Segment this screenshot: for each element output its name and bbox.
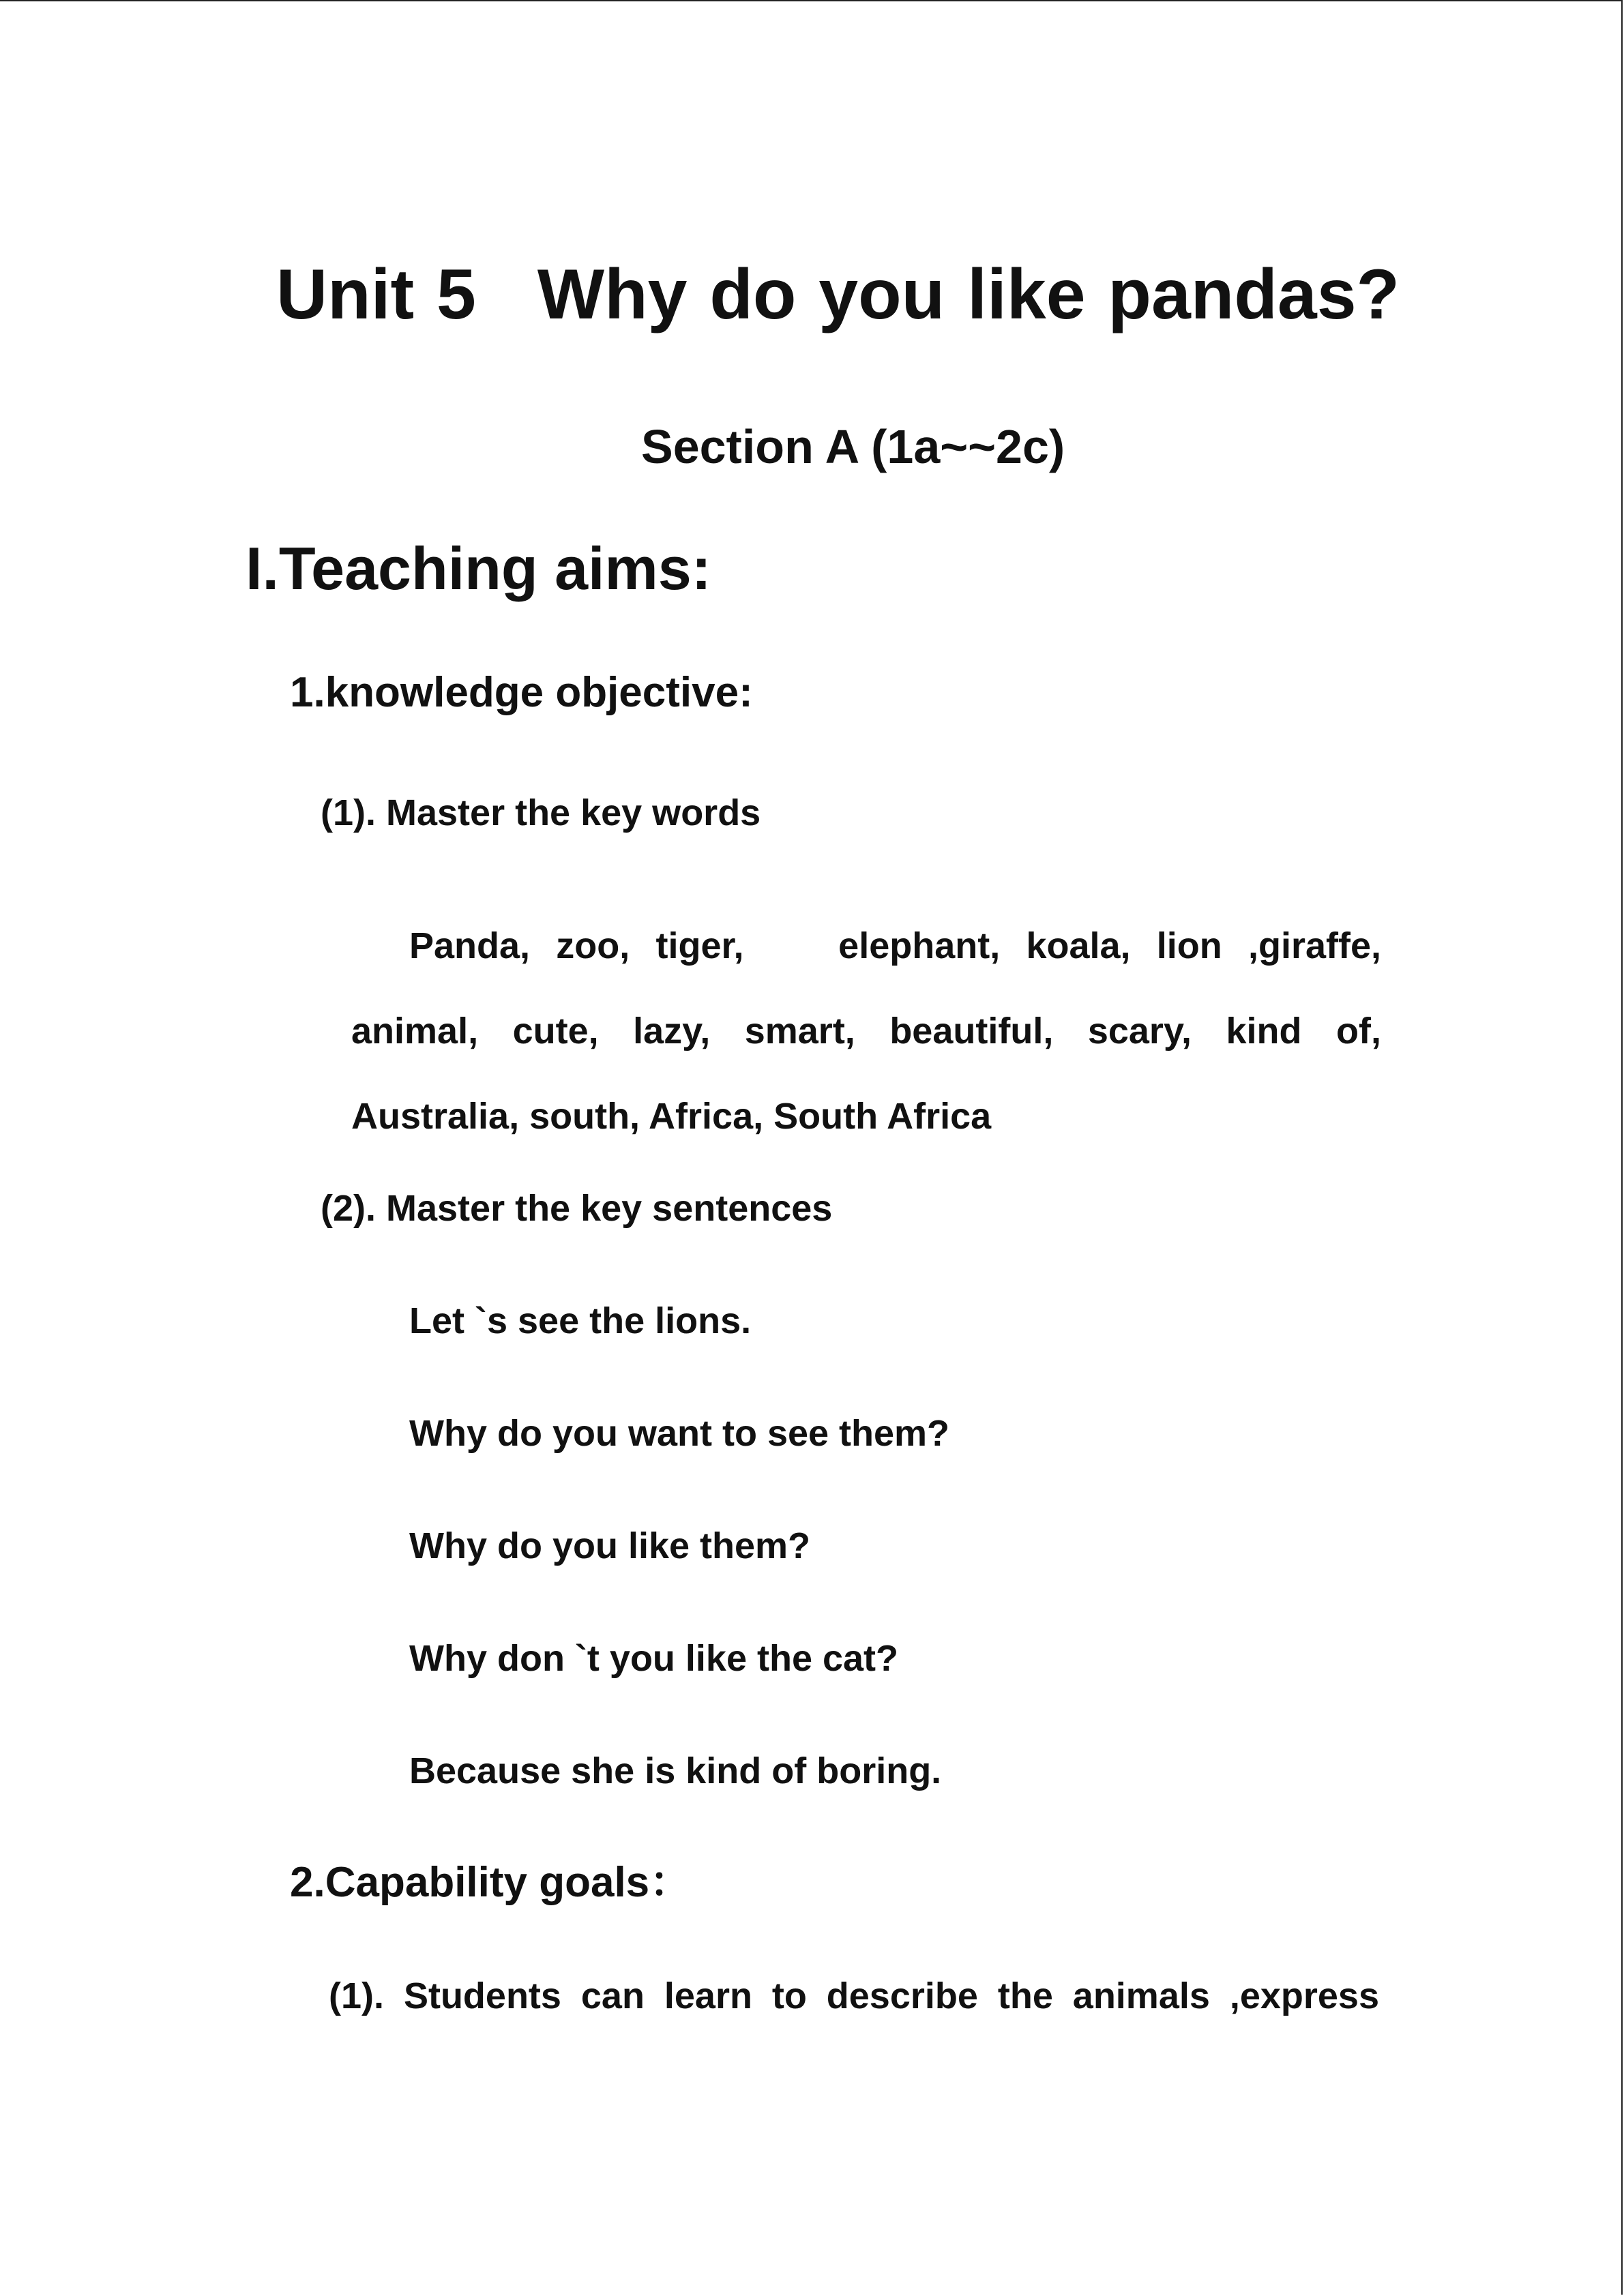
key-sentence: Let `s see the lions. [409,1300,752,1341]
key-words-paragraph: Panda, zoo, tiger, elephant, koala, lion ,giraffe, animal, cute, lazy, smart, beautiful, scary, kind of, Australia, south, Africa, South Africa [351,925,1381,1137]
key-sentence: Because she is kind of boring. [409,1750,942,1791]
capability-item: (1). Students can learn to describe the animals ,express [329,1976,1379,2016]
capability-goals-heading: 2.Capability goals： [290,1859,692,1906]
knowledge-objective-heading: 1.knowledge objective: [290,669,753,716]
section-subtitle: Section A (1a~~2c) [641,420,1065,473]
key-sentence: Why do you like them? [409,1525,811,1566]
document-title [276,255,1400,334]
key-words-heading: (1). Master the key words [321,792,761,833]
teaching-aims-heading: I.Teaching aims: [246,535,711,602]
key-sentence: Why don `t you like the cat? [409,1638,899,1679]
key-sentences-heading: (2). Master the key sentences [321,1188,833,1229]
key-sentence: Why do you want to see them? [409,1413,950,1454]
title-unit: Unit 5 [276,255,476,334]
title-question: Why do you like pandas? [537,255,1400,334]
